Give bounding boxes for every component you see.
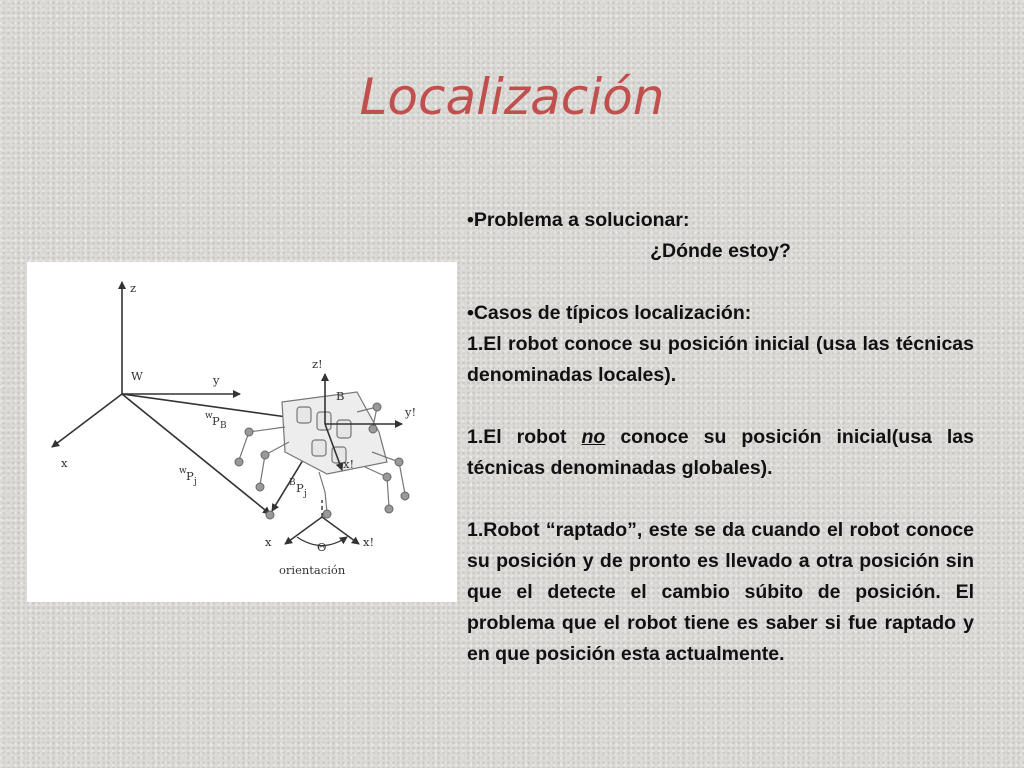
diagram-svg	[27, 262, 457, 602]
orientation-inset	[285, 500, 359, 546]
case-global-post: conoce su posición inicial(usa las técnicas denominadas globales).	[467, 426, 974, 479]
label-orient-x: x	[265, 535, 272, 549]
case-global	[467, 422, 974, 484]
label-wpb: w P B	[205, 411, 227, 431]
case-global-pre: 1.El robot	[467, 426, 582, 448]
label-orientation: orientación	[279, 563, 346, 577]
slide-content	[467, 205, 974, 670]
case-global-emphasis: no	[581, 426, 606, 448]
label-body-x: x!	[343, 457, 355, 471]
label-world-x: x	[61, 456, 68, 470]
label-wpj: w P j	[179, 466, 197, 487]
label-body-b: B	[336, 389, 345, 403]
label-body-y: y!	[405, 405, 417, 419]
label-orient-x-prime: x!	[363, 535, 375, 549]
case-kidnapped: 1.Robot “raptado”, este se da cuando el robot conoce su posición y de pronto es llevado a otra posición sin que el detecte el cambio súbito de posición. El problema que el robot tiene es saber si fue raptado y en que posición esta actualmente.	[467, 519, 974, 665]
world-x-axis	[52, 394, 122, 447]
label-bpj: B P j	[289, 478, 307, 499]
label-world-w: W	[131, 369, 143, 383]
label-body-z: z!	[312, 357, 323, 371]
question-text: ¿Dónde estoy?	[650, 240, 791, 262]
case-local: 1.El robot conoce su posición inicial (usa las técnicas denominadas locales).	[467, 333, 974, 386]
label-theta: Θ	[317, 540, 327, 554]
bullet-cases: •Casos de típicos localización:	[467, 302, 752, 324]
localization-diagram	[27, 262, 457, 602]
label-world-z: z	[130, 281, 137, 295]
slide-title: Localización	[359, 68, 665, 126]
bullet-problem: •Problema a solucionar:	[467, 209, 690, 231]
label-world-y: y	[213, 373, 220, 387]
